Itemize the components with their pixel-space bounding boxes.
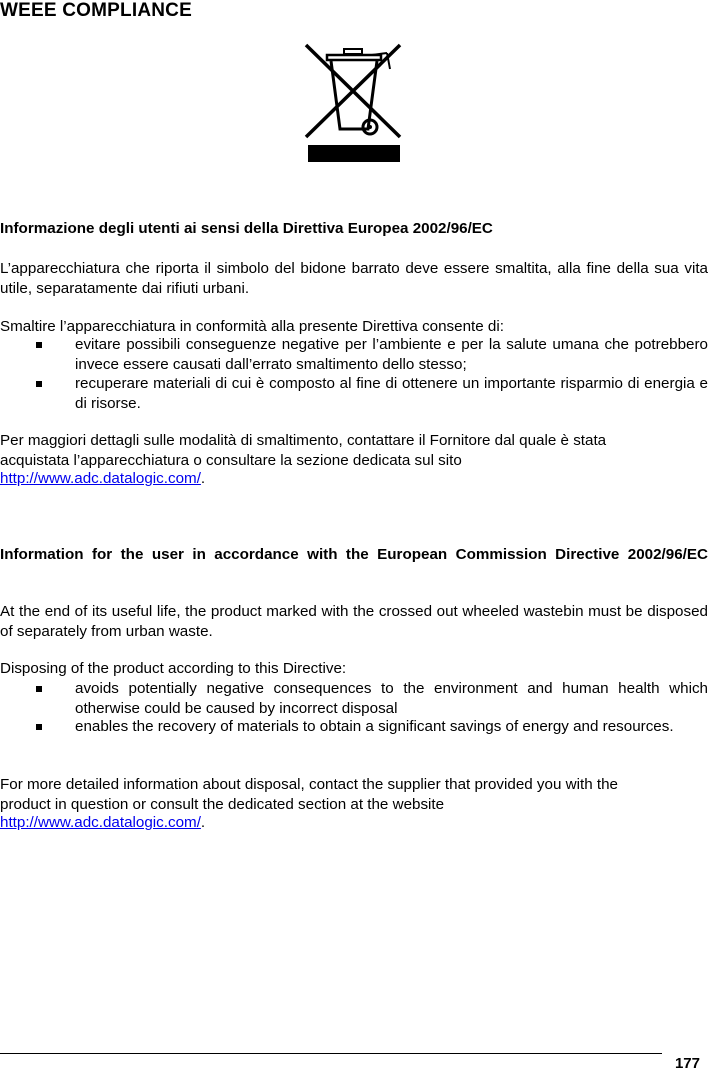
link-period: .	[200, 470, 206, 487]
page-title: WEEE COMPLIANCE	[0, 0, 192, 21]
english-paragraph-3-line-2: product in question or consult the dedicated section at the website	[0, 796, 445, 813]
crossed-out-wheeled-bin-icon	[302, 41, 406, 163]
english-heading-line-1	[0, 545, 708, 565]
english-heading: Information for the user in accordance with the European Commission Directive 2002/96/EC	[0, 546, 708, 563]
english-paragraph-1: At the end of its useful life, the product marked with the crossed out wheeled wastebin must be disposed of separately from urban waste.	[0, 603, 708, 640]
italian-paragraph-2: Smaltire l’apparecchiatura in conformità alla presente Direttiva consente di:	[0, 318, 504, 335]
website-link[interactable]: http://www.adc.datalogic.com/	[0, 814, 201, 831]
english-link-line	[0, 813, 708, 833]
website-link[interactable]: http://www.adc.datalogic.com/	[0, 470, 201, 487]
list-item-text: recuperare materiali di cui è composto al fine di ottenere un importante risparmio di energia e di risorse.	[75, 375, 708, 412]
bullet-icon	[36, 381, 42, 387]
page-number: 177	[674, 1055, 700, 1072]
list-item-text: avoids potentially negative consequences to the environment and human health which otherwise could be caused by incorrect disposal	[75, 680, 708, 717]
italian-link-line	[0, 469, 708, 489]
english-paragraph-3-line-1: For more detailed information about disposal, contact the supplier that provided you with the	[0, 776, 618, 793]
list-item-text: evitare possibili conseguenze negative per l’ambiente e per la salute umana che potrebbero invece essere causati dall’errato smaltimento dello stesso;	[75, 336, 708, 373]
italian-paragraph-3-line-2: acquistata l’apparecchiatura o consultare la sezione dedicata sul sito	[0, 452, 462, 469]
bullet-icon	[36, 724, 42, 730]
italian-paragraph-1: L’apparecchiatura che riporta il simbolo del bidone barrato deve essere smaltita, alla fine della sua vita utile, separatamente dai rifiuti urbani.	[0, 260, 708, 297]
link-period: .	[200, 814, 206, 831]
bullet-icon	[36, 342, 42, 348]
italian-heading: Informazione degli utenti ai sensi della Direttiva Europea 2002/96/EC	[0, 220, 493, 237]
footer-divider	[0, 1053, 662, 1054]
bullet-icon	[36, 686, 42, 692]
english-paragraph-2: Disposing of the product according to this Directive:	[0, 660, 347, 677]
list-item-text: enables the recovery of materials to obtain a significant savings of energy and resources.	[75, 718, 674, 735]
italian-paragraph-3-line-1: Per maggiori dettagli sulle modalità di smaltimento, contattare il Fornitore dal quale è stata	[0, 432, 607, 449]
